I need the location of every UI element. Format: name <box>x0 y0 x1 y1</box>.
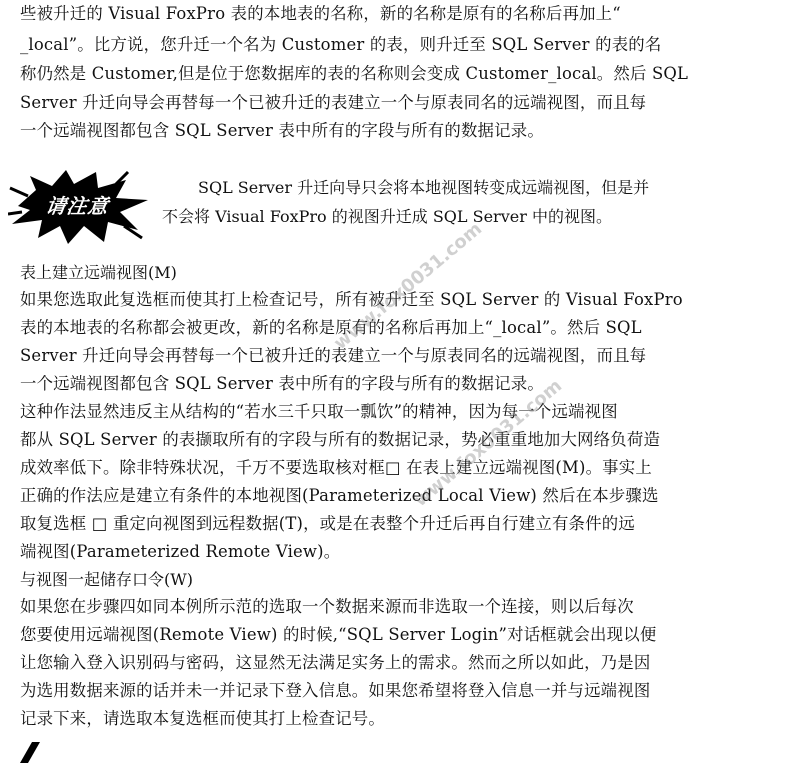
section1-line-1: 如果您选取此复选框而使其打上检查记号，所有被升迁至 SQL Server 的 Visual FoxPro <box>20 290 683 309</box>
intro-line-1: 些被升迁的 Visual FoxPro 表的本地表的名称，新的名称是原有的名称后再加上“ <box>20 4 621 23</box>
section1-heading: 表上建立远端视图(M) <box>20 263 177 282</box>
section1-line-3: Server 升迁向导会再替每一个已被升迁的表建立一个与原表同名的远端视图，而且每 <box>20 346 647 365</box>
section2-line-4: 为选用数据来源的话并未一并记录下登入信息。如果您希望将登入信息一并与远端视图 <box>20 681 651 700</box>
section2-line-3: 让您输入登入识别码与密码，这显然无法满足实务上的需求。然而之所以如此，乃是因 <box>20 653 651 672</box>
section1-line-9: 取复选框 □ 重定向视图到远程数据(T)，或是在表整个升迁后再自行建立有条件的远 <box>20 514 635 533</box>
intro-line-4: Server 升迁向导会再替每一个已被升迁的表建立一个与原表同名的远端视图，而且每 <box>20 93 647 112</box>
note-badge-label: 请注意 <box>44 194 111 218</box>
next-page-mark-icon <box>18 742 46 763</box>
section2-line-2: 您要使用远端视图(Remote View) 的时候,“SQL Server Login”对话框就会出现以便 <box>20 625 657 644</box>
watermark-2: www.fox0031.com <box>410 375 567 512</box>
section1-line-4: 一个远端视图都包含 SQL Server 表中所有的字段与所有的数据记录。 <box>20 374 544 393</box>
note-line-1: SQL Server 升迁向导只会将本地视图转变成远端视图，但是并 <box>198 178 650 197</box>
watermark-1: www.fox0031.com <box>330 218 487 355</box>
note-line-2: 不会将 Visual FoxPro 的视图升迁成 SQL Server 中的视图。 <box>162 207 612 226</box>
intro-line-3: 称仍然是 Customer,但是位于您数据库的表的名称则会变成 Customer_local。然后 SQL <box>20 64 689 83</box>
section1-line-5: 这种作法显然违反主从结构的“若水三千只取一瓢饮”的精神，因为每一个远端视图 <box>20 402 618 421</box>
intro-line-5: 一个远端视图都包含 SQL Server 表中所有的字段与所有的数据记录。 <box>20 121 544 140</box>
section1-line-6: 都从 SQL Server 的表撷取所有的字段与所有的数据记录，势必重重地加大网络负荷造 <box>20 430 661 449</box>
section2-heading: 与视图一起储存口令(W) <box>20 570 193 589</box>
section1-line-7: 成效率低下。除非特殊状况，千万不要选取核对框□ 在表上建立远端视图(M)。事实上 <box>20 458 652 477</box>
intro-line-2: _local”。比方说，您升迁一个名为 Customer 的表，则升迁至 SQL Server 的表的名 <box>20 35 662 54</box>
section1-line-10: 端视图(Parameterized Remote View)。 <box>20 542 341 561</box>
section1-line-8: 正确的作法应是建立有条件的本地视图(Parameterized Local View) 然后在本步骤选 <box>20 486 659 505</box>
section2-line-5: 记录下来，请选取本复选框而使其打上检查记号。 <box>20 709 385 728</box>
section2-line-1: 如果您在步骤四如同本例所示范的选取一个数据来源而非选取一个连接，则以后每次 <box>20 597 634 616</box>
section1-line-2: 表的本地表的名称都会被更改，新的名称是原有的名称后再加上“_local”。然后 SQL <box>20 318 642 337</box>
